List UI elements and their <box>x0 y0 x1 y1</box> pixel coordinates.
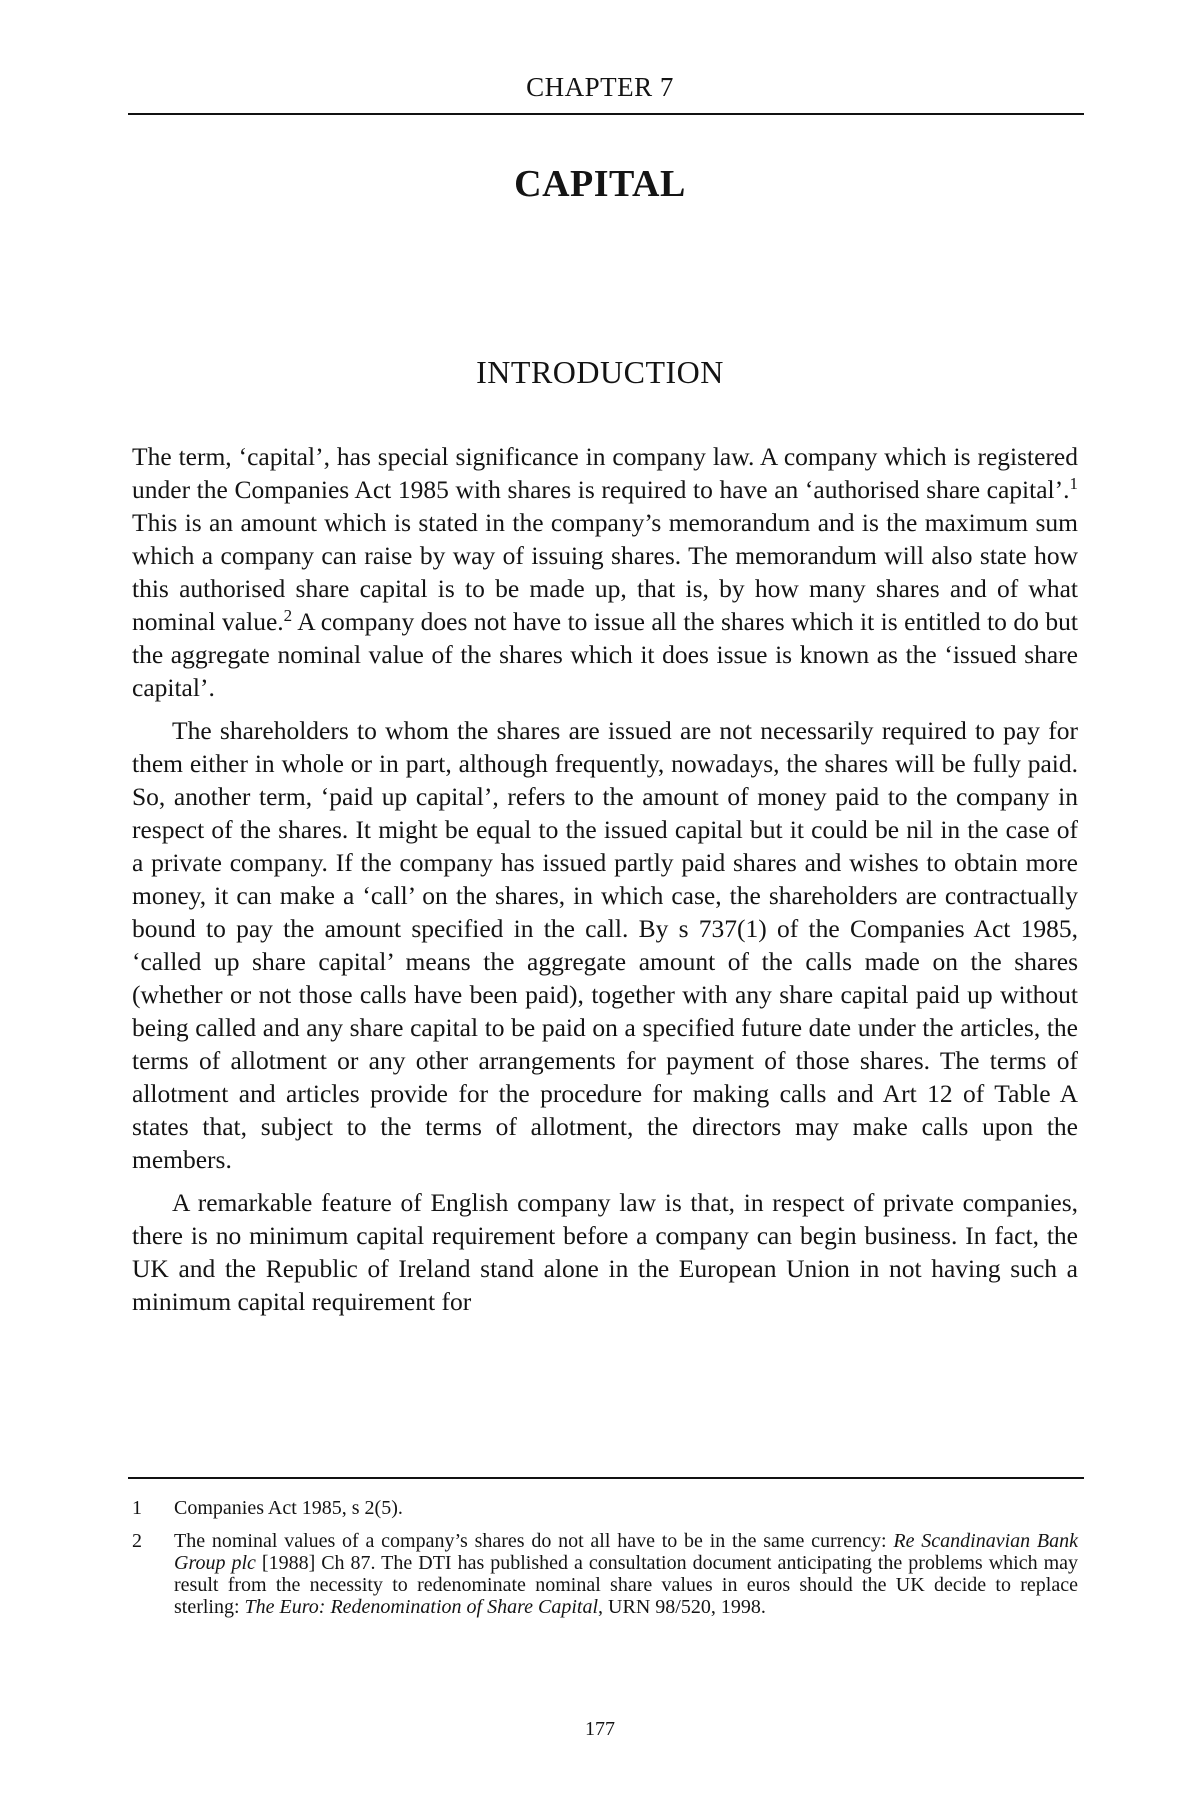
paragraph-2: The shareholders to whom the shares are issued are not necessarily required to pay for them either in whole or in part, although frequently, nowadays, the shares will be fully paid. So, another term, ‘paid up capital’, refers to the amount of money paid to the company in respect of the shares. It might be equal to the issued capital but it could be nil in the case of a private company. If the company has issued partly paid shares and wishes to obtain more money, it can make a ‘call’ on the shares, in which case, the shareholders are contractually bound to pay the amount specified in the call. By s 737(1) of the Companies Act 1985, ‘called up share capital’ means the aggregate amount of the calls made on the shares (whether or not those calls have been paid), together with any share capital paid up without being called and any share capital to be paid on a specified future date under the articles, the terms of allotment or any other arrangements for payment of those shares. The terms of allotment and articles provide for the procedure for making calls and Art 12 of Table A states that, subject to the terms of allotment, the directors may make calls upon the members. <box>132 716 1078 1174</box>
paragraph-1 <box>132 440 1078 704</box>
document-title: The Euro: Redenomination of Share Capital <box>244 1596 599 1618</box>
footnotes <box>132 1497 1078 1629</box>
footnote-2-text-a: The nominal values of a company’s shares do not all have to be in the same currency: <box>174 1530 894 1552</box>
footnote-ref-2: 2 <box>283 606 293 625</box>
section-title: INTRODUCTION <box>476 354 724 390</box>
case-citation: Re Scandinavian Bank Group plc <box>174 1530 1078 1574</box>
footnote-2-text-b: [1988] Ch 87. The DTI has published a consultation document anticipating the problems which may result from the necessity to redenominate nominal share values in euros should the UK decide to replace sterling: <box>174 1552 1079 1618</box>
running-head: CHAPTER 7 <box>526 72 674 102</box>
paragraph-1-text-b: This is an amount which is stated in the company’s memorandum and is the maximum sum which a company can raise by way of issuing shares. The memorandum will also state how this authorised share capital is to be made up, that is, by how many shares and of what nominal value. <box>132 508 1078 636</box>
chapter-title: CAPITAL <box>514 163 686 205</box>
header-rule <box>128 113 1084 115</box>
paragraph-1-text-a: The term, ‘capital’, has special significance in company law. A company which is registered under the Companies Act 1985 with shares is required to have an ‘authorised share capital’. <box>132 442 1078 504</box>
footnote-1 <box>132 1497 1078 1519</box>
footnote-2-text-c: , URN 98/520, 1998. <box>598 1596 766 1618</box>
footnote-number: 2 <box>132 1530 142 1552</box>
footnote-number: 1 <box>132 1497 142 1519</box>
page-number: 177 <box>585 1718 615 1740</box>
footnote-ref-1: 1 <box>1069 474 1078 493</box>
footnote-rule <box>128 1477 1084 1479</box>
paragraph-3: A remarkable feature of English company law is that, in respect of private companies, there is no minimum capital requirement before a company can begin business. In fact, the UK and the Republic of Ireland stand alone in the European Union in not having such a minimum capital requirement for <box>132 1188 1078 1316</box>
body-text <box>132 440 1078 1328</box>
footnote-2 <box>132 1530 1078 1618</box>
footnote-text: Companies Act 1985, s 2(5). <box>174 1497 403 1519</box>
footnote-text <box>174 1530 1078 1618</box>
paragraph-1-text-c: A company does not have to issue all the shares which it is entitled to do but the aggregate nominal value of the shares which it does issue is known as the ‘issued share capital’. <box>132 607 1078 702</box>
